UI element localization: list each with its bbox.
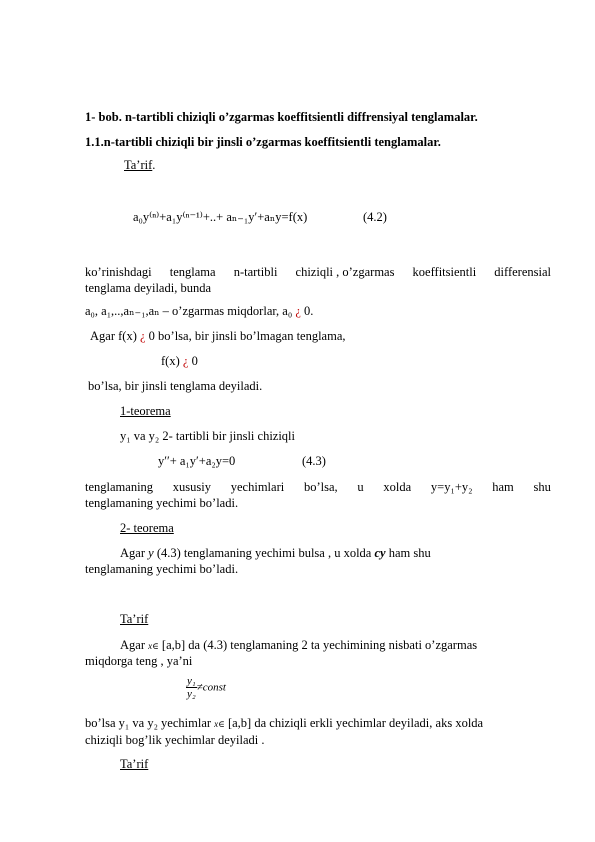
word: tenglamaning bbox=[85, 480, 154, 494]
word: shu bbox=[533, 480, 551, 494]
definition-2-text-rest: [a,b] da chiziqli erkli yechimlar deyiladi, aks xolda bbox=[227, 716, 484, 730]
x-in-symbol: x∈ bbox=[148, 641, 159, 651]
definition-title-text: Ta’rif bbox=[124, 158, 153, 172]
word: ko’rinishdagi bbox=[85, 265, 152, 279]
inverted-question-mark: ¿ bbox=[295, 304, 301, 318]
theorem-1-title: 1-teorema bbox=[120, 404, 171, 418]
inverted-question-mark: ¿ bbox=[139, 329, 146, 343]
word: tenglama bbox=[169, 265, 216, 279]
equation-4-3: y′′+ a₁y′+a₂y=0 bbox=[158, 454, 236, 468]
coeffs-text: a₀, a₁,..,aₙ₋₁,aₙ – o’zgarmas miqdorlar, a₀ bbox=[85, 304, 293, 318]
theorem-2-text: (4.3) tenglamaning yechimi bulsa , u xolda bbox=[156, 546, 372, 560]
coeffs-end: 0. bbox=[300, 304, 314, 318]
definition-2-text: [a,b] da (4.3) tenglamaning 2 ta yechimining nisbati o’zgarmas bbox=[161, 638, 478, 652]
fraction-denominator: y₂ bbox=[187, 688, 196, 700]
chapter-heading: 1- bob. n-tartibli chiziqli o’zgarmas koeffitsientli diffrensiyal tenglamalar. bbox=[85, 110, 478, 124]
cy-symbol: cy bbox=[374, 546, 386, 560]
agar-text: Agar bbox=[120, 638, 145, 652]
word: n-tartibli bbox=[233, 265, 278, 279]
definition-text-line-2: tenglama deyiladi, bunda bbox=[85, 281, 212, 295]
word: u bbox=[357, 480, 364, 494]
definition-title-2: Ta’rif bbox=[120, 612, 149, 626]
homogeneous-line: bo’lsa, bir jinsli tenglama deyiladi. bbox=[88, 379, 263, 393]
inverted-question-mark: ¿ bbox=[182, 354, 189, 368]
word: bo’lsa, bbox=[303, 480, 338, 494]
word: yechimlari bbox=[230, 480, 285, 494]
agar-text: Agar bbox=[120, 546, 145, 560]
ratio-formula bbox=[186, 675, 226, 700]
definition-text-line-1 bbox=[85, 265, 551, 280]
fx-zero: 0 bbox=[191, 354, 198, 368]
equation-4-2: a₀y⁽ⁿ⁾+a₁y⁽ⁿ⁻¹⁾+..+ aₙ₋₁y′+aₙy=f(x) bbox=[133, 210, 308, 224]
y-symbol: y bbox=[148, 546, 154, 560]
definition-2-text: bo’lsa y₁ va y₂ yechimlar bbox=[85, 716, 212, 730]
word: ham bbox=[492, 480, 514, 494]
equation-number-4-3: (4.3) bbox=[302, 454, 326, 468]
definition-2-line-3 bbox=[85, 716, 483, 732]
definition-2-line-4: chiziqli bog’lik yechimlar deyiladi . bbox=[85, 733, 265, 747]
theorem-1-line-1: y₁ va y₂ 2- tartibli bir jinsli chiziqli bbox=[120, 429, 296, 443]
theorem-1-line-3 bbox=[85, 480, 551, 495]
theorem-2-end: ham shu bbox=[388, 546, 431, 560]
equation-number-4-2: (4.2) bbox=[363, 210, 387, 224]
word: xususiy bbox=[172, 480, 211, 494]
fraction-numerator: y₁ bbox=[187, 675, 196, 687]
word: chiziqli , o’zgarmas bbox=[295, 265, 395, 279]
theorem-1-line-4: tenglamaning yechimi bo’ladi. bbox=[85, 496, 239, 510]
not-equal-const: ≠const bbox=[196, 681, 226, 694]
coefficients-line bbox=[85, 304, 313, 319]
section-dot: . bbox=[437, 135, 441, 149]
section-title: 1.1.n-tartibli chiziqli bir jinsli o’zgarmas koeffitsientli tenglamalar bbox=[85, 135, 438, 149]
definition-2-line-1 bbox=[120, 638, 477, 654]
theorem-2-line-1 bbox=[120, 546, 431, 561]
agar-text: Agar f(x) bbox=[90, 329, 137, 343]
definition-dot: . bbox=[152, 158, 156, 172]
section-heading bbox=[85, 135, 441, 150]
word: koeffitsientli bbox=[412, 265, 477, 279]
agar-rest: 0 bo’lsa, bir jinsli bo’lmagan tenglama, bbox=[145, 329, 346, 343]
nonhomogeneous-line bbox=[90, 329, 346, 344]
word: differensial bbox=[494, 265, 551, 279]
definition-title-3: Ta’rif bbox=[120, 757, 149, 771]
word: xolda bbox=[383, 480, 412, 494]
x-in-symbol: x∈ bbox=[214, 719, 225, 729]
homogeneous-condition bbox=[161, 354, 198, 369]
theorem-2-title: 2- teorema bbox=[120, 521, 174, 535]
word: y=y₁+y₂ bbox=[430, 480, 473, 494]
fraction bbox=[186, 675, 197, 700]
fx-text: f(x) bbox=[161, 354, 180, 368]
definition-2-line-2: miqdorga teng , ya’ni bbox=[85, 654, 193, 668]
theorem-2-line-2: tenglamaning yechimi bo’ladi. bbox=[85, 562, 239, 576]
definition-title-1 bbox=[124, 158, 155, 173]
